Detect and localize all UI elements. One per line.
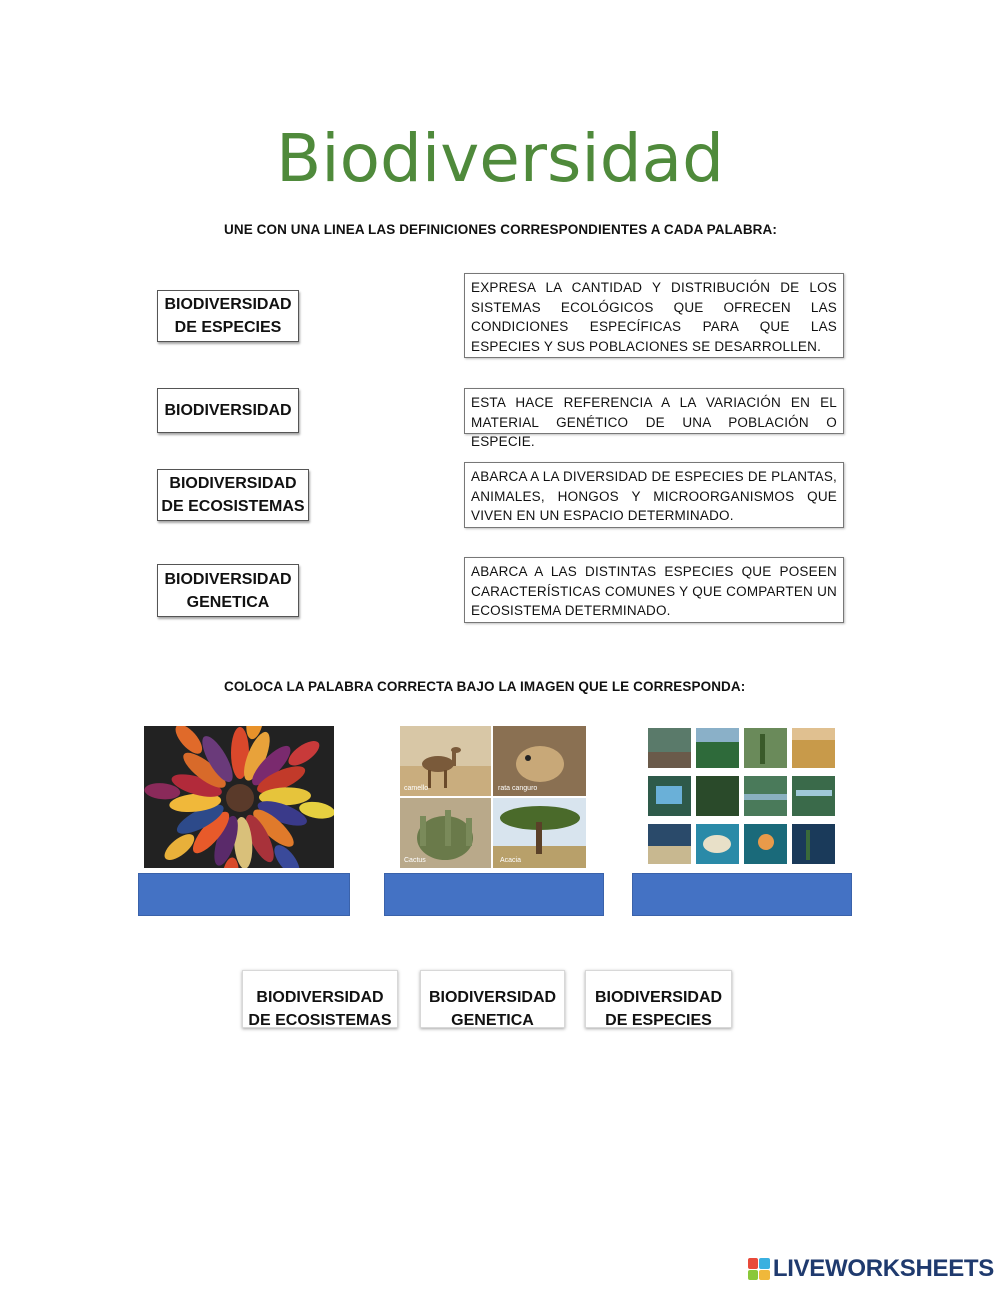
ecosystems-photo-grid	[646, 726, 836, 868]
definition-genetica[interactable]: ESTA HACE REFERENCIA A LA VARIACIÓN EN EL MATERIAL GENÉTICO DE UNA POBLACIÓN O ESPECIE.	[464, 388, 844, 434]
brand-name: LIVEWORKSHEETS	[772, 1255, 994, 1282]
placement-instruction: COLOCA LA PALABRA CORRECTA BAJO LA IMAGEN QUE LE CORRESPONDA:	[224, 679, 746, 694]
answer-drop-zone-2[interactable]	[384, 873, 604, 916]
definition-especies-diversidad[interactable]: ABARCA A LA DIVERSIDAD DE ESPECIES DE PLANTAS, ANIMALES, HONGOS Y MICROORGANISMOS QUE VIVEN EN UN ESPACIO DETERMINADO.	[464, 462, 844, 528]
match-word-especies[interactable]: BIODIVERSIDAD DE ESPECIES	[157, 290, 299, 342]
corn-photo	[144, 726, 334, 868]
answer-drop-zone-1[interactable]	[138, 873, 350, 916]
species-photo-collage	[400, 726, 586, 868]
liveworksheets-logo-icon	[748, 1258, 770, 1280]
matching-instruction: UNE CON UNA LINEA LAS DEFINICIONES CORRESPONDIENTES A CADA PALABRA:	[224, 222, 777, 237]
match-word-genetica[interactable]: BIODIVERSIDAD GENETICA	[157, 564, 299, 617]
kangaroo-rat-label: rata canguro	[498, 785, 538, 792]
drag-word-genetica[interactable]: BIODIVERSIDAD GENETICA	[420, 970, 565, 1028]
drag-word-ecosistemas[interactable]: BIODIVERSIDAD DE ECOSISTEMAS	[242, 970, 398, 1028]
liveworksheets-brand	[748, 1255, 994, 1283]
camel-label: camello	[404, 785, 429, 792]
definition-especies[interactable]: ABARCA A LAS DISTINTAS ESPECIES QUE POSEEN CARACTERÍSTICAS COMUNES Y QUE COMPARTEN UN ECOSISTEMA DETERMINADO.	[464, 557, 844, 623]
definition-ecosistemas[interactable]: EXPRESA LA CANTIDAD Y DISTRIBUCIÓN DE LOS SISTEMAS ECOLÓGICOS QUE OFRECEN LAS CONDICIONES ESPECÍFICAS PARA QUE LAS ESPECIES Y SUS POBLACIONES SE DESARROLLEN.	[464, 273, 844, 358]
drag-word-especies[interactable]: BIODIVERSIDAD DE ESPECIES	[585, 970, 732, 1028]
match-word-ecosistemas[interactable]: BIODIVERSIDAD DE ECOSISTEMAS	[157, 469, 309, 521]
cactus-label: Cactus	[404, 857, 426, 864]
page-title: Biodiversidad	[276, 120, 724, 197]
acacia-label: Acacia	[500, 857, 522, 864]
match-word-biodiversidad[interactable]: BIODIVERSIDAD	[157, 388, 299, 433]
answer-drop-zone-3[interactable]	[632, 873, 852, 916]
